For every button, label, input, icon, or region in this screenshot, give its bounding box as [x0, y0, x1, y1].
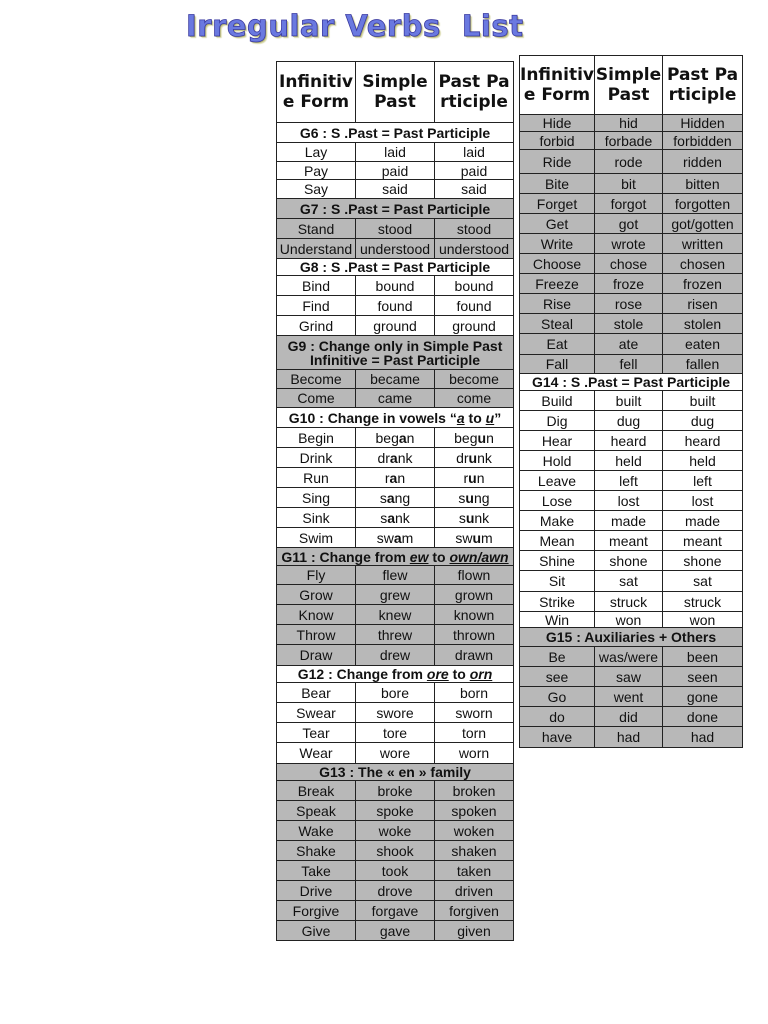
- past-participle-cell: seen: [663, 667, 743, 687]
- past-participle-cell: dug: [663, 411, 743, 431]
- header-row: [520, 56, 743, 115]
- past-participle-cell: given: [435, 921, 514, 941]
- verb-row: [277, 219, 514, 239]
- verb-row: [520, 174, 743, 194]
- past-participle-cell: bound: [435, 276, 514, 296]
- group-title: G15 : Auxiliaries + Others: [520, 628, 743, 647]
- infinitive-cell: Become: [277, 370, 356, 389]
- past-participle-cell: shaken: [435, 841, 514, 861]
- verb-row: [277, 585, 514, 605]
- infinitive-cell: Freeze: [520, 274, 595, 294]
- simple-past-cell: forgave: [356, 901, 435, 921]
- past-participle-cell: sung: [435, 488, 514, 508]
- header-infinitive: Infinitive Form: [277, 62, 356, 123]
- verb-row: [277, 921, 514, 941]
- verb-row: [520, 274, 743, 294]
- infinitive-cell: Ride: [520, 150, 595, 174]
- simple-past-cell: forbade: [595, 132, 663, 150]
- past-participle-cell: grown: [435, 585, 514, 605]
- infinitive-cell: Hide: [520, 115, 595, 132]
- infinitive-cell: Hear: [520, 431, 595, 451]
- infinitive-cell: Leave: [520, 471, 595, 491]
- verb-row: [520, 471, 743, 491]
- verb-row: [277, 703, 514, 723]
- infinitive-cell: Hold: [520, 451, 595, 471]
- simple-past-cell: broke: [356, 781, 435, 801]
- verb-row: [520, 592, 743, 612]
- verb-row: [520, 612, 743, 628]
- verb-row: [277, 488, 514, 508]
- group-header-row: [277, 199, 514, 219]
- verb-row: [277, 683, 514, 703]
- infinitive-cell: Drink: [277, 448, 356, 468]
- past-participle-cell: sworn: [435, 703, 514, 723]
- verb-row: [277, 861, 514, 881]
- simple-past-cell: shone: [595, 551, 663, 571]
- simple-past-cell: bore: [356, 683, 435, 703]
- verb-row: [277, 239, 514, 259]
- past-participle-cell: left: [663, 471, 743, 491]
- verbs-table-left: [276, 61, 514, 941]
- past-participle-cell: thrown: [435, 625, 514, 645]
- verb-row: [277, 901, 514, 921]
- infinitive-cell: Know: [277, 605, 356, 625]
- past-participle-cell: made: [663, 511, 743, 531]
- past-participle-cell: frozen: [663, 274, 743, 294]
- group-header-row: [277, 666, 514, 683]
- simple-past-cell: sank: [356, 508, 435, 528]
- infinitive-cell: Take: [277, 861, 356, 881]
- verb-row: [277, 528, 514, 548]
- past-participle-cell: stolen: [663, 314, 743, 334]
- past-participle-cell: shone: [663, 551, 743, 571]
- verb-row: [277, 143, 514, 162]
- simple-past-cell: swam: [356, 528, 435, 548]
- simple-past-cell: paid: [356, 162, 435, 180]
- past-participle-cell: begun: [435, 428, 514, 448]
- infinitive-cell: Find: [277, 296, 356, 316]
- past-participle-cell: worn: [435, 743, 514, 764]
- verb-row: [520, 687, 743, 707]
- infinitive-cell: Be: [520, 647, 595, 667]
- past-participle-cell: built: [663, 391, 743, 411]
- past-participle-cell: fallen: [663, 355, 743, 374]
- infinitive-cell: Forgive: [277, 901, 356, 921]
- group-title: G7 : S .Past = Past Participle: [277, 199, 514, 219]
- simple-past-cell: rode: [595, 150, 663, 174]
- verb-row: [277, 468, 514, 488]
- header-simple-past: Simple Past: [595, 56, 663, 115]
- verb-row: [520, 355, 743, 374]
- verb-row: [520, 254, 743, 274]
- simple-past-cell: began: [356, 428, 435, 448]
- simple-past-cell: understood: [356, 239, 435, 259]
- infinitive-cell: Speak: [277, 801, 356, 821]
- group-header-row: [277, 259, 514, 276]
- past-participle-cell: found: [435, 296, 514, 316]
- simple-past-cell: made: [595, 511, 663, 531]
- simple-past-cell: hid: [595, 115, 663, 132]
- simple-past-cell: woke: [356, 821, 435, 841]
- infinitive-cell: Sing: [277, 488, 356, 508]
- past-participle-cell: ridden: [663, 150, 743, 174]
- simple-past-cell: said: [356, 180, 435, 199]
- verb-row: [520, 132, 743, 150]
- infinitive-cell: Write: [520, 234, 595, 254]
- past-participle-cell: gone: [663, 687, 743, 707]
- simple-past-cell: stood: [356, 219, 435, 239]
- simple-past-cell: threw: [356, 625, 435, 645]
- infinitive-cell: Come: [277, 389, 356, 408]
- simple-past-cell: flew: [356, 566, 435, 585]
- past-participle-cell: meant: [663, 531, 743, 551]
- simple-past-cell: was/were: [595, 647, 663, 667]
- past-participle-cell: drawn: [435, 645, 514, 666]
- infinitive-cell: Lose: [520, 491, 595, 511]
- past-participle-cell: paid: [435, 162, 514, 180]
- verbs-table-right: [519, 55, 743, 748]
- verb-row: [277, 743, 514, 764]
- past-participle-cell: heard: [663, 431, 743, 451]
- infinitive-cell: see: [520, 667, 595, 687]
- past-participle-cell: bitten: [663, 174, 743, 194]
- infinitive-cell: Fly: [277, 566, 356, 585]
- past-participle-cell: done: [663, 707, 743, 727]
- infinitive-cell: Rise: [520, 294, 595, 314]
- past-participle-cell: torn: [435, 723, 514, 743]
- group-header-row: [277, 764, 514, 781]
- past-participle-cell: forgiven: [435, 901, 514, 921]
- past-participle-cell: risen: [663, 294, 743, 314]
- past-participle-cell: understood: [435, 239, 514, 259]
- infinitive-cell: Bite: [520, 174, 595, 194]
- simple-past-cell: meant: [595, 531, 663, 551]
- simple-past-cell: sang: [356, 488, 435, 508]
- past-participle-cell: flown: [435, 566, 514, 585]
- group-header-row: [520, 374, 743, 391]
- verb-row: [277, 389, 514, 408]
- verb-row: [277, 645, 514, 666]
- infinitive-cell: Give: [277, 921, 356, 941]
- infinitive-cell: Make: [520, 511, 595, 531]
- simple-past-cell: forgot: [595, 194, 663, 214]
- simple-past-cell: became: [356, 370, 435, 389]
- simple-past-cell: wore: [356, 743, 435, 764]
- simple-past-cell: lost: [595, 491, 663, 511]
- past-participle-cell: become: [435, 370, 514, 389]
- verb-row: [520, 571, 743, 592]
- infinitive-cell: Break: [277, 781, 356, 801]
- verb-row: [277, 801, 514, 821]
- group-title: G13 : The « en » family: [277, 764, 514, 781]
- group-header-row: [277, 548, 514, 566]
- infinitive-cell: Swim: [277, 528, 356, 548]
- infinitive-cell: Steal: [520, 314, 595, 334]
- simple-past-cell: built: [595, 391, 663, 411]
- verb-row: [277, 781, 514, 801]
- simple-past-cell: had: [595, 727, 663, 748]
- past-participle-cell: sat: [663, 571, 743, 592]
- verb-row: [520, 647, 743, 667]
- left-table-body: [277, 123, 514, 941]
- verb-row: [277, 296, 514, 316]
- simple-past-cell: ran: [356, 468, 435, 488]
- verb-row: [520, 194, 743, 214]
- simple-past-cell: bound: [356, 276, 435, 296]
- infinitive-cell: Pay: [277, 162, 356, 180]
- infinitive-cell: Shake: [277, 841, 356, 861]
- past-participle-cell: woken: [435, 821, 514, 841]
- simple-past-cell: won: [595, 612, 663, 628]
- infinitive-cell: Stand: [277, 219, 356, 239]
- past-participle-cell: struck: [663, 592, 743, 612]
- verb-row: [520, 234, 743, 254]
- past-participle-cell: chosen: [663, 254, 743, 274]
- infinitive-cell: Choose: [520, 254, 595, 274]
- past-participle-cell: drunk: [435, 448, 514, 468]
- simple-past-cell: struck: [595, 592, 663, 612]
- group-header-row: [277, 123, 514, 143]
- past-participle-cell: born: [435, 683, 514, 703]
- infinitive-cell: Drive: [277, 881, 356, 901]
- infinitive-cell: Get: [520, 214, 595, 234]
- infinitive-cell: Grind: [277, 316, 356, 336]
- verb-row: [277, 428, 514, 448]
- past-participle-cell: forbidden: [663, 132, 743, 150]
- past-participle-cell: written: [663, 234, 743, 254]
- past-participle-cell: got/gotten: [663, 214, 743, 234]
- verb-row: [277, 276, 514, 296]
- verb-row: [277, 841, 514, 861]
- simple-past-cell: sat: [595, 571, 663, 592]
- verb-row: [520, 707, 743, 727]
- infinitive-cell: Sit: [520, 571, 595, 592]
- verb-row: [277, 566, 514, 585]
- infinitive-cell: Strike: [520, 592, 595, 612]
- infinitive-cell: Swear: [277, 703, 356, 723]
- simple-past-cell: grew: [356, 585, 435, 605]
- infinitive-cell: Begin: [277, 428, 356, 448]
- verb-row: [277, 448, 514, 468]
- infinitive-cell: Sink: [277, 508, 356, 528]
- past-participle-cell: taken: [435, 861, 514, 881]
- infinitive-cell: Run: [277, 468, 356, 488]
- verb-row: [520, 115, 743, 132]
- verb-row: [520, 511, 743, 531]
- simple-past-cell: did: [595, 707, 663, 727]
- verb-row: [520, 431, 743, 451]
- verb-row: [520, 531, 743, 551]
- infinitive-cell: Forget: [520, 194, 595, 214]
- verb-row: [277, 316, 514, 336]
- simple-past-cell: got: [595, 214, 663, 234]
- group-title: G14 : S .Past = Past Participle: [520, 374, 743, 391]
- past-participle-cell: sunk: [435, 508, 514, 528]
- infinitive-cell: Throw: [277, 625, 356, 645]
- verb-row: [520, 451, 743, 471]
- header-row: [277, 62, 514, 123]
- infinitive-cell: Grow: [277, 585, 356, 605]
- simple-past-cell: tore: [356, 723, 435, 743]
- past-participle-cell: won: [663, 612, 743, 628]
- verb-row: [520, 491, 743, 511]
- infinitive-cell: forbid: [520, 132, 595, 150]
- infinitive-cell: do: [520, 707, 595, 727]
- infinitive-cell: Wear: [277, 743, 356, 764]
- verb-row: [520, 667, 743, 687]
- simple-past-cell: ate: [595, 334, 663, 355]
- verb-row: [277, 508, 514, 528]
- past-participle-cell: said: [435, 180, 514, 199]
- past-participle-cell: had: [663, 727, 743, 748]
- past-participle-cell: known: [435, 605, 514, 625]
- infinitive-cell: Eat: [520, 334, 595, 355]
- simple-past-cell: held: [595, 451, 663, 471]
- verb-row: [520, 334, 743, 355]
- past-participle-cell: Hidden: [663, 115, 743, 132]
- simple-past-cell: heard: [595, 431, 663, 451]
- simple-past-cell: laid: [356, 143, 435, 162]
- simple-past-cell: found: [356, 296, 435, 316]
- past-participle-cell: ground: [435, 316, 514, 336]
- header-simple-past: Simple Past: [356, 62, 435, 123]
- past-participle-cell: been: [663, 647, 743, 667]
- verb-row: [277, 625, 514, 645]
- past-participle-cell: spoken: [435, 801, 514, 821]
- infinitive-cell: Win: [520, 612, 595, 628]
- header-past-participle: Past Participle: [663, 56, 743, 115]
- infinitive-cell: Shine: [520, 551, 595, 571]
- simple-past-cell: chose: [595, 254, 663, 274]
- infinitive-cell: Dig: [520, 411, 595, 431]
- infinitive-cell: Draw: [277, 645, 356, 666]
- infinitive-cell: Lay: [277, 143, 356, 162]
- header-infinitive: Infinitive Form: [520, 56, 595, 115]
- simple-past-cell: drew: [356, 645, 435, 666]
- verb-row: [520, 294, 743, 314]
- infinitive-cell: Mean: [520, 531, 595, 551]
- verb-row: [277, 162, 514, 180]
- simple-past-cell: wrote: [595, 234, 663, 254]
- simple-past-cell: rose: [595, 294, 663, 314]
- verb-row: [520, 314, 743, 334]
- simple-past-cell: came: [356, 389, 435, 408]
- infinitive-cell: Fall: [520, 355, 595, 374]
- verb-row: [277, 180, 514, 199]
- simple-past-cell: drove: [356, 881, 435, 901]
- simple-past-cell: shook: [356, 841, 435, 861]
- past-participle-cell: come: [435, 389, 514, 408]
- simple-past-cell: froze: [595, 274, 663, 294]
- infinitive-cell: Build: [520, 391, 595, 411]
- group-title: G8 : S .Past = Past Participle: [277, 259, 514, 276]
- simple-past-cell: drank: [356, 448, 435, 468]
- past-participle-cell: broken: [435, 781, 514, 801]
- infinitive-cell: Bind: [277, 276, 356, 296]
- simple-past-cell: stole: [595, 314, 663, 334]
- verb-row: [277, 881, 514, 901]
- group-title: G10 : Change in vowels “a to u”: [277, 408, 514, 428]
- simple-past-cell: dug: [595, 411, 663, 431]
- infinitive-cell: have: [520, 727, 595, 748]
- verb-row: [277, 605, 514, 625]
- verb-row: [277, 370, 514, 389]
- group-header-row: [277, 408, 514, 428]
- verb-row: [520, 150, 743, 174]
- page-title: Irregular Verbs List: [186, 9, 524, 43]
- infinitive-cell: Bear: [277, 683, 356, 703]
- verb-row: [520, 214, 743, 234]
- infinitive-cell: Wake: [277, 821, 356, 841]
- group-header-row: [520, 628, 743, 647]
- simple-past-cell: took: [356, 861, 435, 881]
- verb-row: [277, 723, 514, 743]
- simple-past-cell: went: [595, 687, 663, 707]
- past-participle-cell: driven: [435, 881, 514, 901]
- verb-row: [277, 821, 514, 841]
- verb-row: [520, 727, 743, 748]
- past-participle-cell: eaten: [663, 334, 743, 355]
- verb-row: [520, 411, 743, 431]
- past-participle-cell: run: [435, 468, 514, 488]
- group-header-row: [277, 336, 514, 370]
- group-title: G11 : Change from ew to own/awn: [277, 548, 514, 566]
- group-title: G6 : S .Past = Past Participle: [277, 123, 514, 143]
- simple-past-cell: swore: [356, 703, 435, 723]
- past-participle-cell: held: [663, 451, 743, 471]
- infinitive-cell: Understand: [277, 239, 356, 259]
- past-participle-cell: forgotten: [663, 194, 743, 214]
- simple-past-cell: gave: [356, 921, 435, 941]
- simple-past-cell: ground: [356, 316, 435, 336]
- past-participle-cell: laid: [435, 143, 514, 162]
- group-title: G12 : Change from ore to orn: [277, 666, 514, 683]
- past-participle-cell: stood: [435, 219, 514, 239]
- right-table-body: [520, 115, 743, 748]
- simple-past-cell: saw: [595, 667, 663, 687]
- verb-row: [520, 391, 743, 411]
- simple-past-cell: bit: [595, 174, 663, 194]
- simple-past-cell: knew: [356, 605, 435, 625]
- simple-past-cell: left: [595, 471, 663, 491]
- infinitive-cell: Tear: [277, 723, 356, 743]
- past-participle-cell: swum: [435, 528, 514, 548]
- group-title: G9 : Change only in Simple Past Infinitive = Past Participle: [277, 336, 514, 370]
- verb-row: [520, 551, 743, 571]
- simple-past-cell: spoke: [356, 801, 435, 821]
- header-past-participle: Past Participle: [435, 62, 514, 123]
- infinitive-cell: Say: [277, 180, 356, 199]
- infinitive-cell: Go: [520, 687, 595, 707]
- simple-past-cell: fell: [595, 355, 663, 374]
- past-participle-cell: lost: [663, 491, 743, 511]
